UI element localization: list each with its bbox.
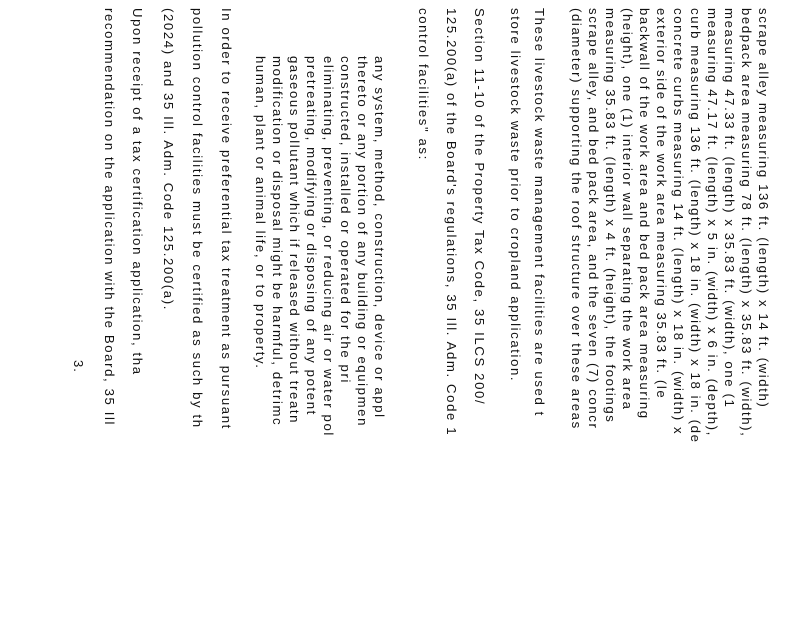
quote-line: pretreating, modifying or disposing of any potent: [304, 56, 319, 416]
body-line: (height), one (1) interior wall separating the work area: [620, 8, 635, 411]
body-line: (diameter) supporting the roof structure over these areas: [569, 8, 584, 430]
rotated-page-content: [20, 0, 780, 618]
body-line: In order to receive preferential tax treatment as pursuant: [219, 8, 234, 430]
body-line: pollution control facilities must be certified as such by th: [190, 8, 205, 429]
body-line: measuring 47.33 ft. (length) x 35.83 ft. (width), one (1: [722, 8, 737, 409]
body-line: Upon receipt of a tax certification application, tha: [130, 8, 145, 376]
body-line: concrete curbs measuring 14 ft. (length) x 18 in. (width) x: [671, 8, 686, 436]
body-line: backwall of the work area and bed pack area measuring: [637, 8, 652, 420]
body-line: measuring 47.17 ft. (length) x 5 in. (width) x 6 in. (depth),: [705, 8, 720, 437]
quote-line: eliminating, preventing, or reducing air or water pol: [321, 56, 336, 437]
body-line: exterior side of the work area measuring 35.83 ft. (le: [654, 8, 669, 400]
quote-line: gaseous pollutant which if released without treatn: [287, 56, 302, 425]
body-line: scrape alley, and bed pack area, and the seven (7) concr: [586, 8, 601, 430]
body-line: (2024) and 35 Ill. Adm. Code 125.200(a).: [161, 8, 176, 311]
body-line: measuring 35.83 ft. (length) x 4 ft. (height), the footings: [603, 8, 618, 424]
body-line: scrape alley measuring 136 ft. (length) x 14 ft. (width): [756, 8, 771, 409]
page-number: 3.: [71, 360, 86, 373]
quote-line: any system, method, construction, device or appl: [372, 56, 387, 419]
body-line: recommendation on the application with the Board, 35 Ill: [102, 8, 117, 427]
quote-line: thereto or any portion of any building or equipmen: [355, 56, 370, 428]
body-line: control facilities" as:: [416, 8, 431, 161]
body-line: Section 11-10 of the Property Tax Code, 35 ILCS 200/: [472, 8, 487, 406]
quote-line: constructed, installed or operated for the pri: [338, 56, 353, 384]
body-line: store livestock waste prior to cropland application.: [508, 8, 523, 383]
body-line: curb measuring 136 ft. (length) x 18 in. (width) x 18 in. (de: [688, 8, 703, 444]
body-line: bedpack area measuring 78 ft. (length) x 35.83 ft. (width),: [739, 8, 754, 438]
body-line: These livestock waste management facilities are used t: [532, 8, 547, 417]
quote-line: human, plant or animal life, or to property.: [253, 56, 268, 370]
quote-line: modification or disposal might be harmful, detrimc: [270, 56, 285, 427]
page-number-wrap: [66, 360, 86, 380]
body-line: 125.200(a) of the Board's regulations, 35 Ill. Adm. Code 1: [444, 8, 459, 437]
